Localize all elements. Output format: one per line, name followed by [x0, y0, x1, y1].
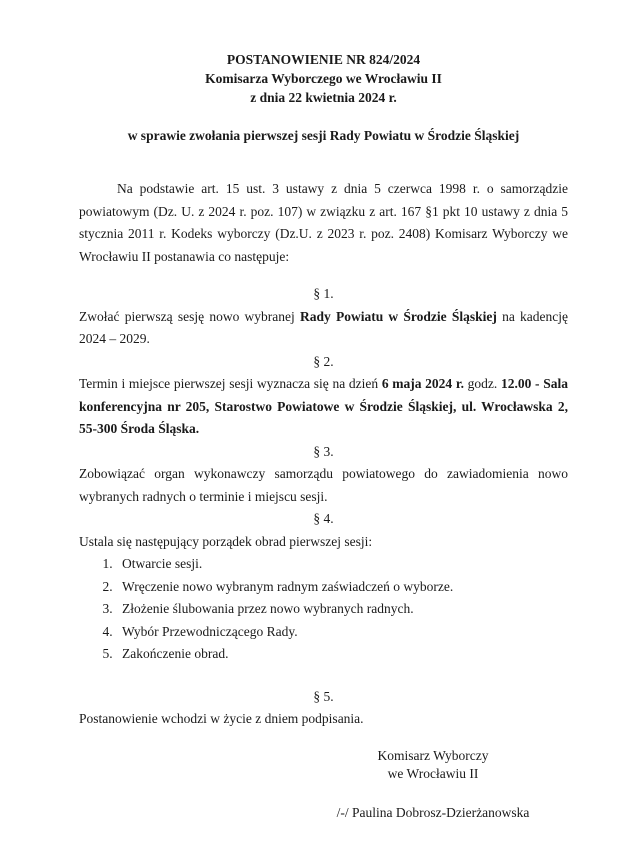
section-3-text: Zobowiązać organ wykonawczy samorządu powiatowego do zawiadomienia nowo wybranych radnych o terminie i miejscu sesji.: [79, 466, 568, 504]
agenda-item: 5. Zakończenie obrad.: [116, 643, 568, 666]
signature-block: [313, 747, 553, 822]
section-2: [79, 351, 568, 441]
section-4-mark: § 4.: [313, 511, 334, 526]
section-2-mark: § 2.: [313, 353, 334, 369]
section-1: [79, 283, 568, 351]
signature-role-line1: Komisarz Wyborczy: [377, 747, 489, 763]
preamble-paragraph: Na podstawie art. 15 ust. 3 ustawy z dnia 5 czerwca 1998 r. o samorządzie powiatowym (Dz. U. z 2024 r. poz. 107) w związku z art. 167 §1 pkt 10 ustawy z dnia 5 stycznia 2011 r. Kodeks wyborczy (Dz.U. z 2023 r. poz. 2408) Komisarz Wyborczy we Wrocławiu II postanawia co następuje:: [79, 181, 568, 264]
document-header: [79, 50, 568, 107]
section-1-mark: § 1.: [313, 286, 334, 301]
section-3-mark: § 3.: [313, 443, 334, 459]
section-5-text: Postanowienie wchodzi w życie z dniem podpisania.: [79, 711, 364, 726]
document-date: z dnia 22 kwietnia 2024 r.: [250, 90, 397, 105]
document-title: POSTANOWIENIE NR 824/2024: [226, 52, 421, 67]
document-subject: w sprawie zwołania pierwszej sesji Rady Powiatu w Środzie Śląskiej: [127, 128, 520, 143]
section-2-text: Termin i miejsce pierwszej sesji wyznacza się na dzień 6 maja 2024 r. godz. 12.00 - Sala konferencyjna nr 205, Starostwo Powiatowe w Środzie Śląskiej, ul. Wrocławska 2, 55-300 Środa Śląska.: [79, 376, 568, 436]
agenda-item: 3. Złożenie ślubowania przez nowo wybranych radnych.: [116, 598, 568, 621]
agenda-item: 1. Otwarcie sesji.: [116, 553, 568, 576]
agenda-item: 4. Wybór Przewodniczącego Rady.: [116, 621, 568, 644]
document-issuer: Komisarza Wyborczego we Wrocławiu II: [205, 71, 442, 86]
signature-role-line2: we Wrocławiu II: [387, 765, 479, 781]
agenda-list: [79, 553, 568, 666]
section-5-mark: § 5.: [313, 688, 334, 704]
agenda-item: 2. Wręczenie nowo wybranym radnym zaświadczeń o wyborze.: [116, 576, 568, 599]
section-3: [79, 441, 568, 509]
section-1-text: Zwołać pierwszą sesję nowo wybranej Rady Powiatu w Środzie Śląskiej na kadencję 2024 – 2029.: [79, 308, 568, 346]
section-4: [79, 508, 568, 666]
section-5: [79, 686, 568, 731]
signature-name: /-/ Paulina Dobrosz-Dzierżanowska: [336, 804, 530, 820]
section-4-text: Ustala się następujący porządek obrad pierwszej sesji:: [79, 533, 373, 549]
